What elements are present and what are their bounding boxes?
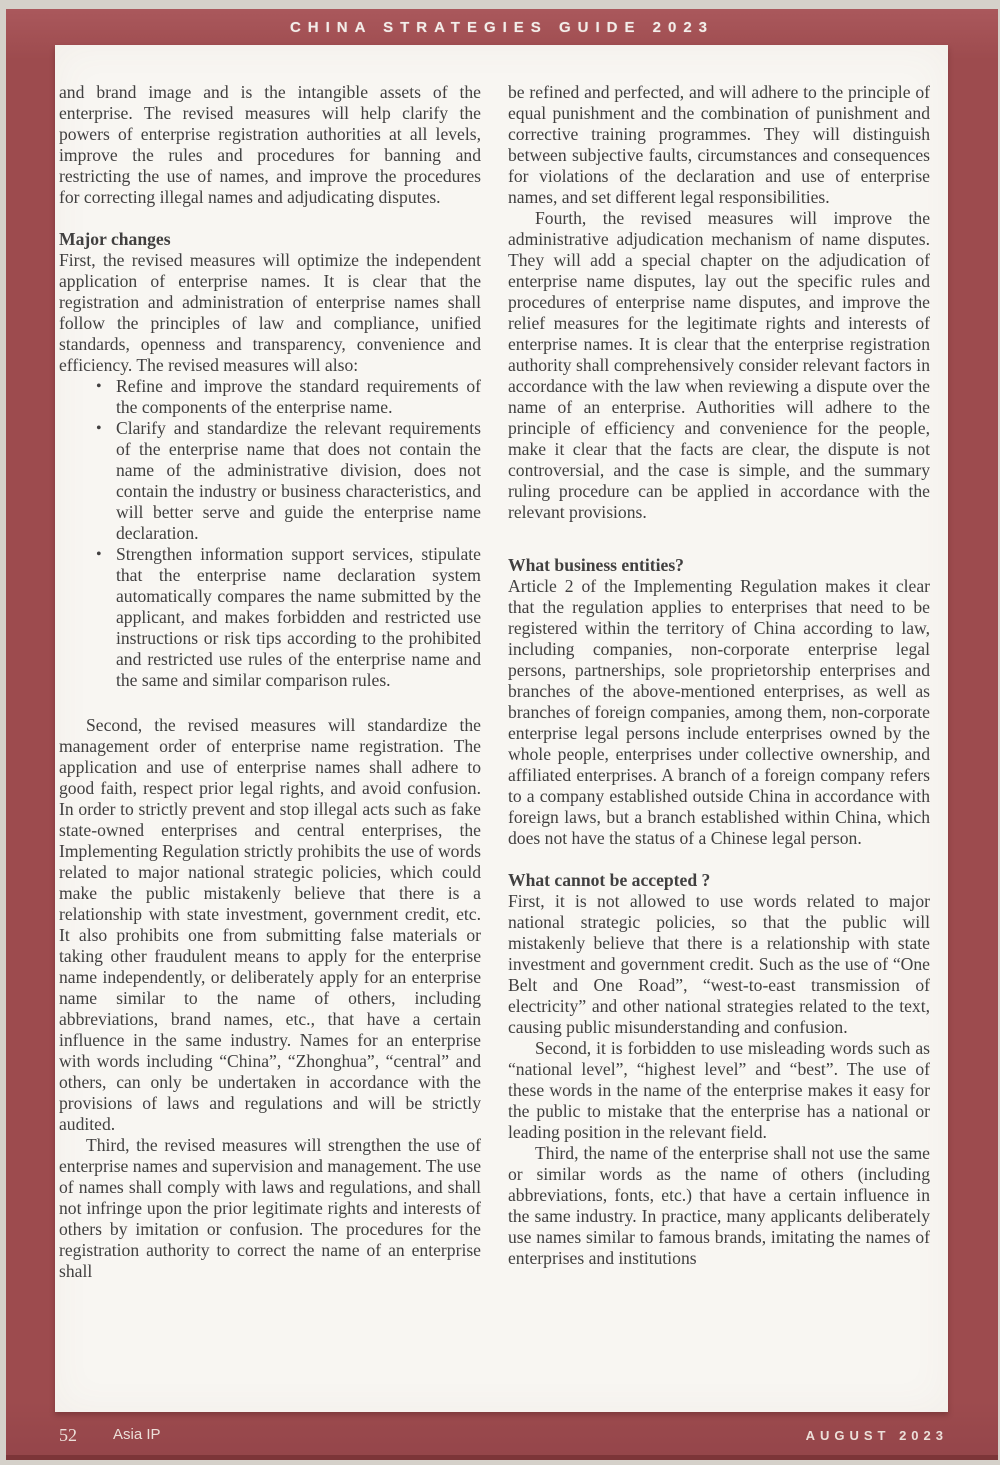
page-footer [55, 1422, 948, 1448]
page-number: 52 [59, 1425, 77, 1445]
para-first-measure: First, the revised measures will optimize the independent application of enterprise names. It is clear that the registration and administration of enterprise names shall follow the principles of law and compliance, unified standards, openness and transparency, convenience and efficiency. The revised measures will also: [59, 250, 481, 375]
para-fourth-measure: Fourth, the revised measures will improve the administrative adjudication mechanism of name disputes. They will add a special chapter on the adjudication of enterprise name disputes, lay out the specific rules and procedures of enterprise name disputes, and improve the relief measures for the legitimate rights and interests of enterprise names. It is clear that the enterprise registration authority shall comprehensively consider relevant factors in accordance with the law when reviewing a dispute over the name of an enterprise. Authorities will adhere to the principle of efficiency and convenience for the people, make it clear that the facts are clear, the dispute is not controversial, and the case is simple, and the summary ruling procedure can be applied in accordance with the relevant provisions. [508, 208, 930, 522]
para-intro: and brand image and is the intangible assets of the enterprise. The revised measures will help clarify the powers of enterprise registration authorities at all levels, improve the rules and procedures for banning and restricting the use of names, and improve the procedures for correcting illegal names and adjudicating disputes. [59, 82, 481, 207]
bullet-list [59, 376, 481, 691]
para-third-measure: Third, the revised measures will strengthen the use of enterprise names and supervision and management. The use of names shall comply with laws and regulations, and shall not infringe upon the prior legitimate rights and interests of others by imitation or confusion. The procedures for the registration authority to correct the name of an enterprise shall [59, 1135, 481, 1281]
bullet-item-components: • Refine and improve the standard requirements of the components of the enterprise name. [59, 376, 481, 418]
para-first-not-allowed: First, it is not allowed to use words related to major national strategic policies, so that the public will mistakenly believe that there is a relationship with state investment and government credit. Such as the use of “One Belt and One Road”, “west-to-east transmission of electricity” and other national strategies related to the text, causing public misunderstanding and confusion. [508, 891, 930, 1037]
section-heading-major-changes: Major changes [59, 229, 171, 249]
para-third-similar-names: Third, the name of the enterprise shall not use the same or similar words as the name of others (including abbreviations, fonts, etc.) that have a certain influence in the same industry. In practice, many applicants deliberately use names similar to famous brands, imitating the names of enterprises and institutions [508, 1143, 930, 1268]
issue-date: AUGUST 2023 [805, 1428, 948, 1443]
publication-name: Asia IP [113, 1426, 161, 1443]
para-continuation: be refined and perfected, and will adhere to the principle of equal punishment and the combination of punishment and corrective training programmes. They will distinguish between subjective faults, circumstances and consequences for violations of the declaration and use of enterprise names, and set different legal responsibilities. [508, 82, 930, 207]
para-second-forbidden: Second, it is forbidden to use misleading words such as “national level”, “highest level” and “best”. The use of these words in the name of the enterprise makes it easy for the public to mistake that the enterprise has a national or leading position in the relevant field. [508, 1038, 930, 1142]
right-column [508, 82, 930, 1404]
bullet-item-information-support: • Strengthen information support services, stipulate that the enterprise name declaration system automatically compares the name submitted by the applicant, and makes forbidden and restricted use instructions or risk tips according to the prohibited and restricted use rules of the enterprise name and the same and similar comparison rules. [59, 544, 481, 691]
page-header-title: CHINA STRATEGIES GUIDE 2023 [289, 19, 715, 36]
left-column [59, 82, 481, 1404]
article-page [55, 45, 948, 1412]
magazine-page-frame [6, 9, 998, 1460]
frame-bottom-edge [6, 1455, 998, 1460]
section-heading-business-entities: What business entities? [508, 555, 684, 575]
para-second-measure: Second, the revised measures will standardize the management order of enterprise name registration. The application and use of enterprise names shall adhere to good faith, respect prior legal rights, and avoid confusion. In order to strictly prevent and stop illegal acts such as fake state-owned enterprises and central enterprises, the Implementing Regulation strictly prohibits the use of words related to major national strategic policies, which could make the public mistakenly believe that there is a relationship with state investment, government credit, etc. It also prohibits one from submitting false materials or taking other fraudulent means to apply for the enterprise name independently, or deliberately apply for an enterprise name similar to the name of others, including abbreviations, brand names, etc., that have a certain influence in the same industry. Names for an enterprise with words including “China”, “Zhonghua”, “central” and others, can only be undertaken in accordance with the provisions of laws and regulations and will be strictly audited. [59, 715, 481, 1134]
para-article2: Article 2 of the Implementing Regulation makes it clear that the regulation applies to enterprises that need to be registered within the territory of China according to law, including companies, non-corporate enterprise legal persons, partnerships, sole proprietorship enterprises and branches of the above-mentioned enterprises, as well as branches of foreign companies, among them, non-corporate enterprise legal persons include enterprises owned by the whole people, enterprises under collective ownership, and affiliated enterprises. A branch of a foreign company refers to a company established outside China in accordance with foreign laws, but a branch established within China, which does not have the status of a Chinese legal person. [508, 576, 930, 848]
section-heading-cannot-accepted: What cannot be accepted ? [508, 870, 711, 890]
bullet-item-clarify-standardize: • Clarify and standardize the relevant requirements of the enterprise name that does not contain the name of the administrative division, does not contain the industry or business characteristics, and will better serve and guide the enterprise name declaration. [59, 418, 481, 544]
